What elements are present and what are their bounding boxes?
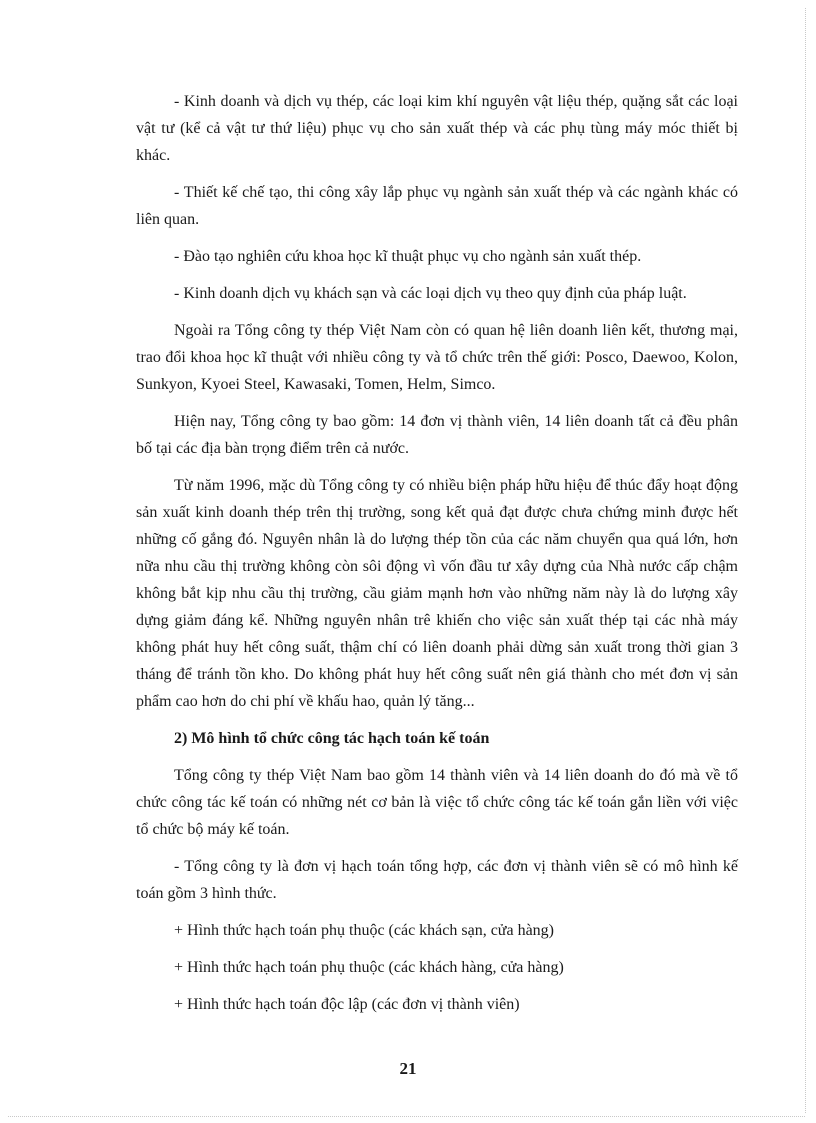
paragraph-since-1996: Từ năm 1996, mặc dù Tổng công ty có nhiều biện pháp hữu hiệu để thúc đẩy hoạt động sản xuất kinh doanh thép trên thị trường, song kết quả đạt được chưa chứng minh được hết những cố gắng đó. Nguyên nhân là do lượng thép tồn của các năm chuyển qua quá lớn, hơn nữa nhu cầu thị trường không còn sôi động vì vốn đầu tư xây dựng của Nhà nước cấp chậm không bắt kịp nhu cầu thị trường, cầu giảm mạnh hơn vào những năm này là do lượng xây dựng giảm đáng kể. Những nguyên nhân trê khiến cho việc sản xuất thép tại các nhà máy không phát huy hết công suất, thậm chí có liên doanh phải dừng sản xuất trong thời gian 3 tháng để tránh tồn kho. Do không phát huy hết công suất nên giá thành cho mét đơn vị sản phẩm cao hơn do chi phí về khấu hao, quản lý tăng...: [136, 477, 738, 710]
list-item-independent-members: + Hình thức hạch toán độc lập (các đơn vị thành viên): [174, 996, 520, 1013]
section-heading: 2) Mô hình tổ chức công tác hạch toán kế toán: [174, 730, 490, 747]
paragraph-hotel-services: - Kinh doanh dịch vụ khách sạn và các loại dịch vụ theo quy định của pháp luật.: [174, 285, 687, 302]
paragraph-accounting-models: - Tổng công ty là đơn vị hạch toán tổng hợp, các đơn vị thành viên sẽ có mô hình kế toán gồm 3 hình thức.: [136, 858, 738, 902]
list-item-dependent-customers: + Hình thức hạch toán phụ thuộc (các khách hàng, cửa hàng): [174, 959, 564, 976]
paragraph-business-steel: - Kinh doanh và dịch vụ thép, các loại kim khí nguyên vật liệu thép, quặng sắt các loại vật tư (kể cả vật tư thứ liệu) phục vụ cho sản xuất thép và các phụ tùng máy móc thiết bị khác.: [136, 93, 738, 164]
page-body: [136, 88, 738, 1028]
paragraph-training-research: - Đào tạo nghiên cứu khoa học kĩ thuật phục vụ cho ngành sản xuất thép.: [174, 248, 642, 265]
list-item-dependent-hotels: + Hình thức hạch toán phụ thuộc (các khách sạn, cửa hàng): [174, 922, 555, 939]
page-border-bottom: [8, 1116, 805, 1117]
paragraph-international-relations: Ngoài ra Tổng công ty thép Việt Nam còn có quan hệ liên doanh liên kết, thương mại, trao đổi khoa học kĩ thuật với nhiều công ty và tổ chức trên thế giới: Posco, Daewoo, Kolon, Sunkyon, Kyoei Steel, Kawasaki, Tomen, Helm, Simco.: [136, 322, 738, 393]
paragraph-current-members: Hiện nay, Tổng công ty bao gồm: 14 đơn vị thành viên, 14 liên doanh tất cả đều phân bố tại các địa bàn trọng điểm trên cả nước.: [136, 413, 738, 457]
page-number: 21: [399, 1059, 417, 1078]
page-border-right: [805, 8, 806, 1113]
paragraph-design-construction: - Thiết kế chế tạo, thi công xây lắp phục vụ ngành sản xuất thép và các ngành khác có liên quan.: [136, 184, 738, 228]
paragraph-accounting-organization: Tổng công ty thép Việt Nam bao gồm 14 thành viên và 14 liên doanh do đó mà về tổ chức công tác kế toán có những nét cơ bản là việc tổ chức công tác kế toán gắn liền với việc tổ chức bộ máy kế toán.: [136, 767, 738, 838]
